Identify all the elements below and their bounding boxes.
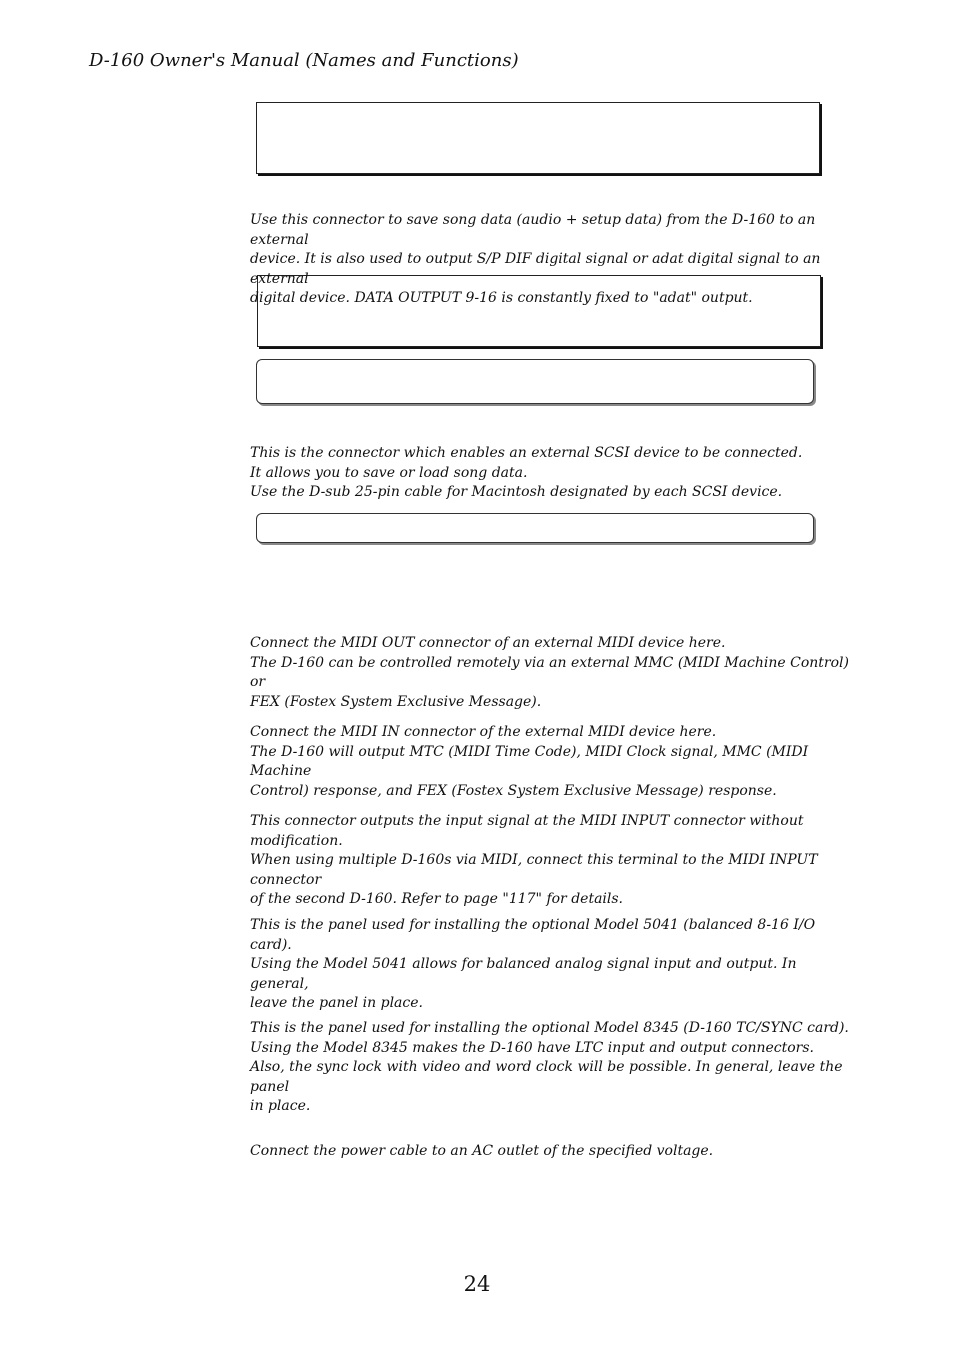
- midi-thru-description: [250, 812, 850, 910]
- text-line: Use the D-sub 25-pin cable for Macintosh designated by each SCSI device.: [250, 484, 783, 500]
- midi-out-description: [250, 723, 850, 801]
- note-box-2: [256, 513, 814, 543]
- ac-inlet-description: [250, 1142, 850, 1162]
- text-line: The D-160 will output MTC (MIDI Time Code), MIDI Clock signal, MMC (MIDI Machine: [250, 743, 809, 779]
- data-output-description: [250, 211, 850, 309]
- text-line: Control) response, and FEX (Fostex System Exclusive Message) response.: [250, 782, 777, 799]
- text-line: Connect the MIDI IN connector of the external MIDI device here.: [250, 724, 717, 740]
- text-line: Connect the MIDI OUT connector of an external MIDI device here.: [250, 635, 726, 651]
- text-line: Connect the power cable to an AC outlet of the specified voltage.: [250, 1143, 714, 1159]
- panel-8345-description: [250, 1019, 850, 1117]
- text-line: of the second D-160. Refer to page "117" for details.: [250, 891, 624, 907]
- text-line: This connector outputs the input signal at the MIDI INPUT connector without modification.: [250, 813, 804, 849]
- text-line: Use this connector to save song data (audio + setup data) from the D-160 to an external: [250, 212, 816, 248]
- running-header: D-160 Owner's Manual (Names and Functions): [89, 50, 519, 71]
- text-line: FEX (Fostex System Exclusive Message).: [250, 693, 542, 710]
- text-line: leave the panel in place.: [250, 995, 423, 1011]
- page-number: 24: [463, 1272, 491, 1296]
- text-line: This is the connector which enables an external SCSI device to be connected.: [250, 445, 803, 461]
- text-line: digital device. DATA OUTPUT 9-16 is constantly fixed to "adat" output.: [250, 290, 753, 306]
- text-line: This is the panel used for installing the optional Model 8345 (D-160 TC/SYNC card).: [250, 1020, 849, 1036]
- note-box-1: [256, 359, 814, 404]
- text-line: Using the Model 5041 allows for balanced analog signal input and output. In general,: [250, 956, 797, 992]
- panel-5041-description: [250, 916, 850, 1014]
- text-line: in place.: [250, 1098, 311, 1114]
- text-line: The D-160 can be controlled remotely via an external MMC (MIDI Machine Control) or: [250, 654, 849, 690]
- text-line: Also, the sync lock with video and word clock will be possible. In general, leave the panel: [250, 1059, 843, 1095]
- text-line: This is the panel used for installing the optional Model 5041 (balanced 8-16 I/O card).: [250, 917, 816, 953]
- midi-in-description: [250, 634, 850, 712]
- text-line: When using multiple D-160s via MIDI, connect this terminal to the MIDI INPUT connector: [250, 852, 818, 888]
- text-line: device. It is also used to output S/P DIF digital signal or adat digital signal to an external: [250, 251, 821, 287]
- text-line: It allows you to save or load song data.: [250, 464, 528, 481]
- text-line: Using the Model 8345 makes the D-160 have LTC input and output connectors.: [250, 1039, 814, 1056]
- scsi-description: [250, 444, 850, 503]
- figure-box-data-output: [256, 102, 820, 174]
